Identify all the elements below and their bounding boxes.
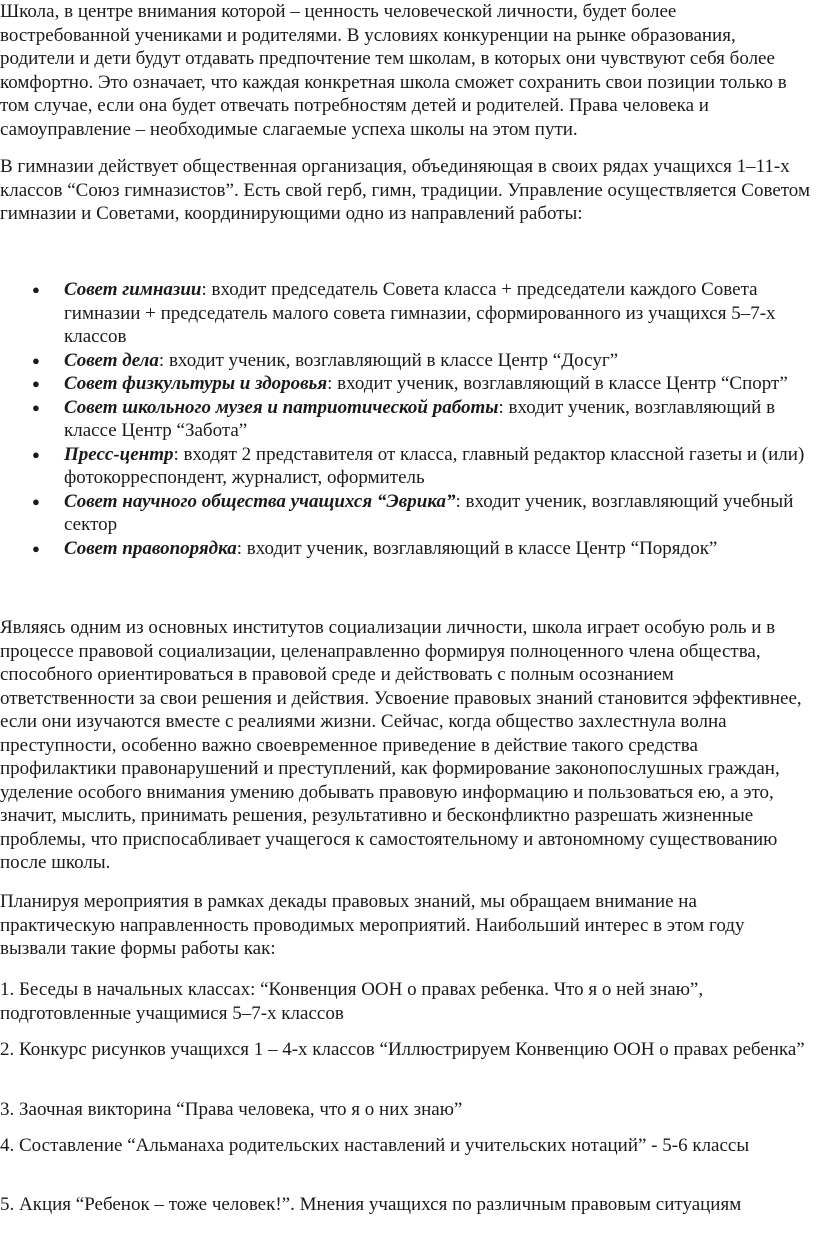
council-term: Совет правопорядка bbox=[64, 537, 237, 559]
list-item bbox=[0, 537, 810, 561]
bullet-icon: ● bbox=[32, 446, 40, 462]
list-item bbox=[0, 349, 810, 373]
bullet-icon: ● bbox=[32, 540, 40, 556]
bullet-icon: ● bbox=[32, 352, 40, 368]
council-term: Совет гимназии bbox=[64, 279, 202, 300]
list-item bbox=[0, 443, 810, 490]
paragraph-intro: Школа, в центре внимания которой – ценность человеческой личности, будет более востребованной учениками и родителями. В условиях конкуренции на рынке образования, родители и дети будут отдавать предпочтение тем школам, в которых они чувствуют себя более комфортно. Это означает, что каждая конкретная школа сможет сохранить свои позиции только в том случае, если она будет отвечать потребностям детей и родителей. Права человека и самоуправление – необходимые слагаемые успеха школы на этом пути. bbox=[0, 1, 787, 140]
council-desc: : входит ученик, возглавляющий в классе Центр “Досуг” bbox=[158, 349, 619, 371]
council-term: Совет школьного музея и патриотической работы bbox=[64, 396, 499, 418]
council-desc: : входит ученик, возглавляющий в классе Центр “Забота” bbox=[64, 396, 776, 441]
activity-item-2: 2. Конкурс рисунков учащихся 1 – 4-х классов “Иллюстрируем Конвенцию ООН о правах ребенка” bbox=[0, 1039, 805, 1060]
council-term: Пресс-центр bbox=[64, 443, 174, 465]
activity-item-5: 5. Акция “Ребенок – тоже человек!”. Мнения учащихся по различным правовым ситуациям bbox=[0, 1194, 742, 1215]
bullet-icon: ● bbox=[32, 493, 40, 509]
council-desc: : входит ученик, возглавляющий в классе Центр “Порядок” bbox=[236, 537, 718, 559]
council-term: Совет физкультуры и здоровья bbox=[64, 373, 328, 394]
paragraph-planning: Планируя мероприятия в рамках декады правовых знаний, мы обращаем внимание на практическую направленность проводимых мероприятий. Наибольший интерес в этом году вызвали такие формы работы как: bbox=[0, 891, 745, 959]
list-item bbox=[0, 396, 810, 443]
bullet-icon: ● bbox=[32, 399, 40, 415]
list-item bbox=[0, 490, 810, 537]
bullet-icon: ● bbox=[32, 282, 40, 297]
list-item bbox=[0, 278, 810, 349]
council-desc: : входит председатель Совета класса + председатели каждого Совета гимназии + председатель малого совета гимназии, сформированного из учащихся 5–7-х классов bbox=[64, 279, 776, 347]
paragraph-organization: В гимназии действует общественная организация, объединяющая в своих рядах учащихся 1–11-х классов “Союз гимназистов”. Есть свой герб, гимн, традиции. Управление осуществляется Советом гимназии и Советами, координирующими одно из направлений работы: bbox=[0, 156, 810, 224]
bullet-icon: ● bbox=[32, 376, 40, 391]
activity-item-3: 3. Заочная викторина “Права человека, что я о них знаю” bbox=[0, 1099, 463, 1120]
activity-item-4: 4. Составление “Альманаха родительских наставлений и учительских нотаций” - 5-6 классы bbox=[0, 1135, 750, 1156]
council-term: Совет научного общества учащихся “Эврика” bbox=[64, 490, 456, 512]
activity-item-1: 1. Беседы в начальных классах: “Конвенция ООН о правах ребенка. Что я о ней знаю”, подготовленные учащимися 5–7-х классов bbox=[0, 979, 704, 1024]
council-desc: : входит ученик, возглавляющий в классе Центр “Спорт” bbox=[327, 373, 788, 394]
council-desc: : входит ученик, возглавляющий учебный сектор bbox=[64, 490, 794, 535]
council-desc: : входят 2 представителя от класса, главный редактор классной газеты и (или) фотокорреспондент, журналист, оформитель bbox=[64, 443, 805, 488]
councils-list bbox=[0, 278, 810, 560]
list-item bbox=[0, 372, 810, 396]
council-term: Совет дела bbox=[64, 349, 159, 371]
paragraph-socialization: Являясь одним из основных институтов социализации личности, школа играет особую роль и в процессе правовой социализации, целенаправленно формируя полноценного члена общества, способного ориентироваться в правовой среде и действовать с полным осознанием ответственности за свои решения и действия. Усвоение правовых знаний становится эффективнее, если они изучаются вместе с реалиями жизни. Сейчас, когда общество захлестнула волна преступности, особенно важно своевременное приведение в действие такого средства профилактики правонарушений и преступлений, как формирование законопослушных граждан, уделение особого внимания умению добывать правовую информацию и пользоваться ею, а это, значит, мыслить, принимать решения, результативно и бесконфликтно разрешать жизненные проблемы, что приспосабливает учащегося к самостоятельному и автономному существованию после школы. bbox=[0, 617, 802, 873]
